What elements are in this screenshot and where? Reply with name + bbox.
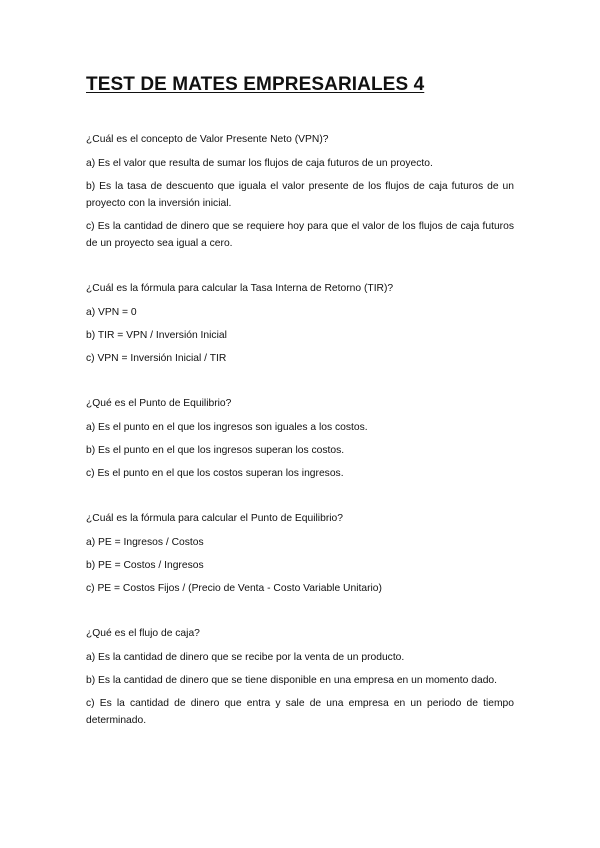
question-block-1	[86, 131, 514, 252]
answer-option-b: b) Es el punto en el que los ingresos superan los costos.	[86, 445, 345, 456]
question-block-4	[86, 510, 514, 597]
answer-option-a: a) VPN = 0	[86, 307, 137, 318]
answer-option-b: b) PE = Costos / Ingresos	[86, 560, 204, 571]
answer-option-b: b) TIR = VPN / Inversión Inicial	[86, 330, 227, 341]
question-text: ¿Qué es el flujo de caja?	[86, 628, 200, 639]
answer-option-b: b) Es la cantidad de dinero que se tiene disponible en una empresa en un momento dado.	[86, 675, 498, 686]
answer-option-c: c) Es la cantidad de dinero que se requiere hoy para que el valor de los flujos de caja futuros de un proyecto sea igual a cero.	[86, 221, 514, 249]
question-block-5	[86, 625, 514, 729]
answer-option-c: c) VPN = Inversión Inicial / TIR	[86, 353, 227, 364]
answer-option-a: a) Es el punto en el que los ingresos son iguales a los costos.	[86, 422, 368, 433]
question-block-3	[86, 395, 514, 482]
answer-option-c: c) PE = Costos Fijos / (Precio de Venta - Costo Variable Unitario)	[86, 583, 382, 594]
question-list	[86, 131, 514, 757]
answer-option-b: b) Es la tasa de descuento que iguala el valor presente de los flujos de caja futuros de un proyecto con la inversión inicial.	[86, 181, 514, 209]
question-text: ¿Qué es el Punto de Equilibrio?	[86, 398, 232, 409]
question-text: ¿Cuál es la fórmula para calcular la Tasa Interna de Retorno (TIR)?	[86, 283, 394, 294]
answer-option-a: a) Es la cantidad de dinero que se recibe por la venta de un producto.	[86, 652, 405, 663]
question-text: ¿Cuál es el concepto de Valor Presente Neto (VPN)?	[86, 134, 329, 145]
question-block-2	[86, 280, 514, 367]
answer-option-c: c) Es la cantidad de dinero que entra y sale de una empresa en un periodo de tiempo determinado.	[86, 698, 514, 726]
answer-option-c: c) Es el punto en el que los costos superan los ingresos.	[86, 468, 344, 479]
question-text: ¿Cuál es la fórmula para calcular el Punto de Equilibrio?	[86, 513, 343, 524]
page-title: TEST DE MATES EMPRESARIALES 4	[86, 74, 425, 95]
answer-option-a: a) PE = Ingresos / Costos	[86, 537, 204, 548]
answer-option-a: a) Es el valor que resulta de sumar los flujos de caja futuros de un proyecto.	[86, 158, 433, 169]
